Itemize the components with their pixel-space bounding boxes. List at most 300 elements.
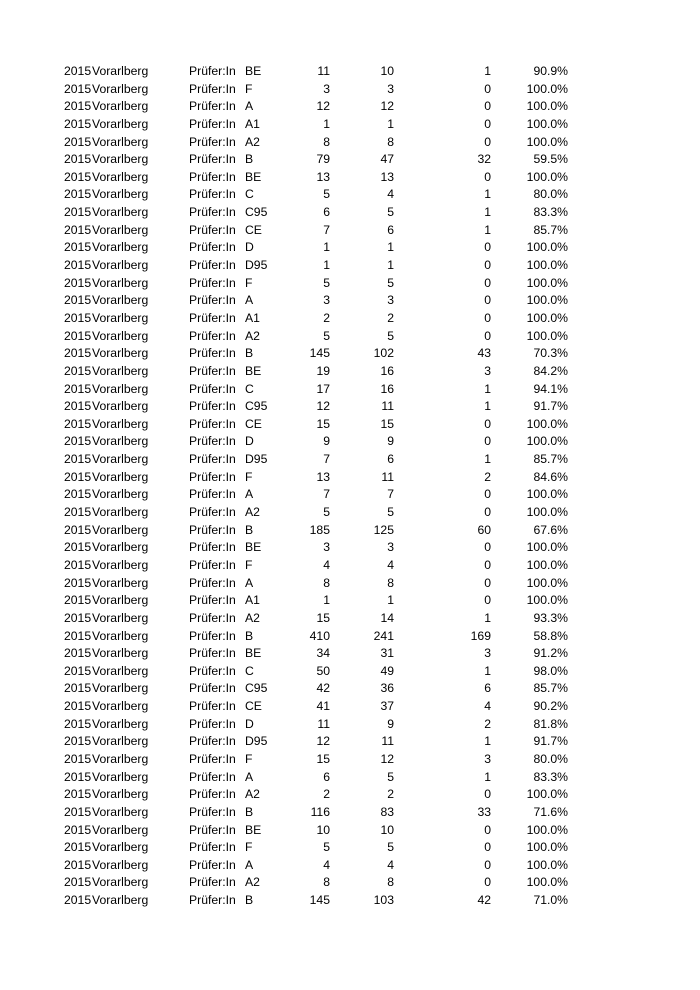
table-row [0, 416, 700, 434]
table-row [0, 204, 700, 222]
license-class-cell: BE [245, 363, 262, 378]
pass-rate-cell: 85.7% [533, 681, 568, 696]
pass-rate-cell: 90.9% [533, 64, 568, 78]
passed-count-cell: 7 [387, 487, 394, 502]
region-cell: Vorarlberg [92, 875, 149, 890]
region-cell: Vorarlberg [92, 857, 149, 872]
region-cell: Vorarlberg [92, 663, 149, 678]
passed-count-cell: 2 [387, 787, 394, 802]
role-cell: Prüfer:In [189, 628, 236, 643]
role-cell: Prüfer:In [189, 152, 236, 167]
year-cell: 2015 [64, 187, 92, 202]
total-count-cell: 11 [317, 716, 330, 731]
passed-count-cell: 103 [373, 893, 394, 908]
license-class-cell: A2 [245, 610, 260, 625]
total-count-cell: 12 [316, 734, 330, 749]
failed-count-cell: 1 [484, 734, 491, 749]
total-count-cell: 5 [323, 275, 330, 290]
role-cell: Prüfer:In [189, 575, 236, 590]
role-cell: Prüfer:In [189, 840, 236, 855]
year-cell: 2015 [64, 346, 92, 361]
year-cell: 2015 [64, 205, 92, 220]
license-class-cell: BE [245, 822, 262, 837]
license-class-cell: C95 [245, 399, 268, 414]
table-row [0, 275, 700, 293]
table-row [0, 804, 700, 822]
passed-count-cell: 15 [380, 416, 394, 431]
failed-count-cell: 0 [484, 99, 491, 114]
passed-count-cell: 10 [380, 822, 394, 837]
year-cell: 2015 [64, 434, 92, 449]
passed-count-cell: 31 [380, 646, 394, 661]
passed-count-cell: 5 [387, 505, 394, 520]
role-cell: Prüfer:In [189, 610, 236, 625]
region-cell: Vorarlberg [92, 187, 149, 202]
role-cell: Prüfer:In [189, 893, 236, 908]
table-row [0, 733, 700, 751]
region-cell: Vorarlberg [92, 716, 149, 731]
year-cell: 2015 [64, 81, 92, 96]
table-row [0, 398, 700, 416]
passed-count-cell: 5 [387, 840, 394, 855]
failed-count-cell: 0 [484, 787, 491, 802]
table-row [0, 239, 700, 257]
year-cell: 2015 [64, 222, 92, 237]
license-class-cell: B [245, 628, 254, 643]
license-class-cell: B [245, 152, 254, 167]
license-class-cell: A2 [245, 505, 260, 520]
role-cell: Prüfer:In [189, 381, 236, 396]
pass-rate-cell: 84.6% [533, 469, 568, 484]
total-count-cell: 410 [309, 628, 330, 643]
total-count-cell: 5 [323, 505, 330, 520]
year-cell: 2015 [64, 399, 92, 414]
passed-count-cell: 1 [387, 593, 394, 608]
total-count-cell: 11 [317, 64, 330, 78]
role-cell: Prüfer:In [189, 240, 236, 255]
region-cell: Vorarlberg [92, 646, 149, 661]
table-row [0, 680, 700, 698]
license-class-cell: CE [245, 416, 262, 431]
failed-count-cell: 3 [484, 751, 491, 766]
table-row [0, 169, 700, 187]
failed-count-cell: 1 [484, 187, 491, 202]
role-cell: Prüfer:In [189, 540, 236, 555]
region-cell: Vorarlberg [92, 64, 149, 78]
pass-rate-cell: 80.0% [533, 751, 568, 766]
license-class-cell: B [245, 346, 254, 361]
year-cell: 2015 [64, 699, 92, 714]
pass-rate-cell: 70.3% [533, 346, 568, 361]
table-row [0, 822, 700, 840]
failed-count-cell: 42 [477, 893, 491, 908]
role-cell: Prüfer:In [189, 116, 236, 131]
year-cell: 2015 [64, 787, 92, 802]
passed-count-cell: 8 [387, 575, 394, 590]
license-class-cell: C [245, 663, 254, 678]
pass-rate-cell: 100.0% [526, 857, 568, 872]
region-cell: Vorarlberg [92, 363, 149, 378]
passed-count-cell: 1 [387, 116, 394, 131]
year-cell: 2015 [64, 416, 92, 431]
pass-rate-cell: 100.0% [526, 240, 568, 255]
year-cell: 2015 [64, 610, 92, 625]
table-row [0, 592, 700, 610]
total-count-cell: 4 [323, 557, 330, 572]
pass-rate-cell: 100.0% [526, 840, 568, 855]
region-cell: Vorarlberg [92, 134, 149, 149]
region-cell: Vorarlberg [92, 787, 149, 802]
pass-rate-cell: 59.5% [533, 152, 568, 167]
table-row [0, 222, 700, 240]
region-cell: Vorarlberg [92, 469, 149, 484]
pass-rate-cell: 81.8% [533, 716, 568, 731]
total-count-cell: 1 [323, 258, 330, 273]
region-cell: Vorarlberg [92, 769, 149, 784]
total-count-cell: 8 [323, 575, 330, 590]
failed-count-cell: 0 [484, 328, 491, 343]
region-cell: Vorarlberg [92, 99, 149, 114]
passed-count-cell: 12 [380, 751, 394, 766]
pass-rate-cell: 100.0% [526, 487, 568, 502]
total-count-cell: 2 [323, 787, 330, 802]
pass-rate-cell: 100.0% [526, 787, 568, 802]
failed-count-cell: 169 [470, 628, 491, 643]
pass-rate-cell: 71.0% [533, 893, 568, 908]
table-row [0, 698, 700, 716]
passed-count-cell: 10 [380, 64, 394, 78]
total-count-cell: 79 [316, 152, 330, 167]
year-cell: 2015 [64, 469, 92, 484]
license-class-cell: B [245, 522, 254, 537]
total-count-cell: 10 [316, 822, 330, 837]
failed-count-cell: 43 [477, 346, 491, 361]
failed-count-cell: 2 [484, 469, 491, 484]
passed-count-cell: 5 [387, 328, 394, 343]
total-count-cell: 13 [316, 469, 330, 484]
total-count-cell: 15 [316, 751, 330, 766]
passed-count-cell: 9 [387, 434, 394, 449]
total-count-cell: 6 [323, 769, 330, 784]
license-class-cell: CE [245, 699, 262, 714]
role-cell: Prüfer:In [189, 346, 236, 361]
passed-count-cell: 13 [380, 169, 394, 184]
region-cell: Vorarlberg [92, 681, 149, 696]
region-cell: Vorarlberg [92, 310, 149, 325]
failed-count-cell: 0 [484, 416, 491, 431]
role-cell: Prüfer:In [189, 734, 236, 749]
table-row [0, 522, 700, 540]
year-cell: 2015 [64, 857, 92, 872]
role-cell: Prüfer:In [189, 275, 236, 290]
pass-rate-cell: 94.1% [533, 381, 568, 396]
failed-count-cell: 33 [477, 804, 491, 819]
pass-rate-cell: 100.0% [526, 557, 568, 572]
role-cell: Prüfer:In [189, 310, 236, 325]
total-count-cell: 1 [323, 240, 330, 255]
passed-count-cell: 3 [387, 540, 394, 555]
table-row [0, 381, 700, 399]
data-table [0, 63, 700, 910]
role-cell: Prüfer:In [189, 646, 236, 661]
region-cell: Vorarlberg [92, 610, 149, 625]
role-cell: Prüfer:In [189, 99, 236, 114]
license-class-cell: A [245, 857, 254, 872]
passed-count-cell: 11 [381, 734, 394, 749]
pass-rate-cell: 91.7% [533, 734, 568, 749]
pass-rate-cell: 67.6% [533, 522, 568, 537]
pass-rate-cell: 98.0% [533, 663, 568, 678]
passed-count-cell: 8 [387, 134, 394, 149]
region-cell: Vorarlberg [92, 575, 149, 590]
year-cell: 2015 [64, 751, 92, 766]
license-class-cell: BE [245, 64, 262, 78]
role-cell: Prüfer:In [189, 487, 236, 502]
pass-rate-cell: 93.3% [533, 610, 568, 625]
pass-rate-cell: 100.0% [526, 875, 568, 890]
year-cell: 2015 [64, 152, 92, 167]
total-count-cell: 7 [323, 222, 330, 237]
region-cell: Vorarlberg [92, 152, 149, 167]
passed-count-cell: 125 [373, 522, 394, 537]
year-cell: 2015 [64, 293, 92, 308]
year-cell: 2015 [64, 487, 92, 502]
table-row [0, 874, 700, 892]
license-class-cell: C [245, 187, 254, 202]
region-cell: Vorarlberg [92, 540, 149, 555]
failed-count-cell: 1 [484, 399, 491, 414]
table-row [0, 363, 700, 381]
total-count-cell: 12 [316, 399, 330, 414]
region-cell: Vorarlberg [92, 822, 149, 837]
license-class-cell: D95 [245, 734, 268, 749]
year-cell: 2015 [64, 822, 92, 837]
year-cell: 2015 [64, 240, 92, 255]
failed-count-cell: 1 [484, 452, 491, 467]
total-count-cell: 7 [323, 452, 330, 467]
license-class-cell: A [245, 293, 254, 308]
region-cell: Vorarlberg [92, 487, 149, 502]
table-row [0, 786, 700, 804]
table-row [0, 63, 700, 81]
pass-rate-cell: 100.0% [526, 328, 568, 343]
year-cell: 2015 [64, 381, 92, 396]
pass-rate-cell: 85.7% [533, 222, 568, 237]
table-row [0, 151, 700, 169]
total-count-cell: 3 [323, 81, 330, 96]
region-cell: Vorarlberg [92, 734, 149, 749]
passed-count-cell: 16 [380, 363, 394, 378]
total-count-cell: 34 [316, 646, 330, 661]
passed-count-cell: 1 [387, 258, 394, 273]
pass-rate-cell: 100.0% [526, 99, 568, 114]
pass-rate-cell: 100.0% [526, 310, 568, 325]
failed-count-cell: 0 [484, 275, 491, 290]
table-row [0, 328, 700, 346]
license-class-cell: C95 [245, 205, 268, 220]
license-class-cell: A1 [245, 593, 260, 608]
failed-count-cell: 32 [477, 152, 491, 167]
table-row [0, 839, 700, 857]
table-row [0, 663, 700, 681]
failed-count-cell: 0 [484, 134, 491, 149]
pass-rate-cell: 100.0% [526, 416, 568, 431]
region-cell: Vorarlberg [92, 751, 149, 766]
total-count-cell: 185 [309, 522, 330, 537]
passed-count-cell: 3 [387, 81, 394, 96]
table-row [0, 610, 700, 628]
table-row [0, 857, 700, 875]
failed-count-cell: 3 [484, 646, 491, 661]
license-class-cell: C [245, 381, 254, 396]
role-cell: Prüfer:In [189, 222, 236, 237]
year-cell: 2015 [64, 452, 92, 467]
region-cell: Vorarlberg [92, 258, 149, 273]
pass-rate-cell: 100.0% [526, 593, 568, 608]
table-row [0, 81, 700, 99]
passed-count-cell: 6 [387, 222, 394, 237]
total-count-cell: 145 [309, 346, 330, 361]
pass-rate-cell: 83.3% [533, 205, 568, 220]
role-cell: Prüfer:In [189, 469, 236, 484]
pass-rate-cell: 100.0% [526, 575, 568, 590]
table-row [0, 116, 700, 134]
total-count-cell: 7 [323, 487, 330, 502]
year-cell: 2015 [64, 875, 92, 890]
passed-count-cell: 3 [387, 293, 394, 308]
region-cell: Vorarlberg [92, 452, 149, 467]
pass-rate-cell: 90.2% [533, 699, 568, 714]
passed-count-cell: 4 [387, 557, 394, 572]
license-class-cell: A1 [245, 116, 260, 131]
pass-rate-cell: 100.0% [526, 434, 568, 449]
license-class-cell: D95 [245, 258, 268, 273]
total-count-cell: 5 [323, 328, 330, 343]
license-class-cell: A [245, 769, 254, 784]
region-cell: Vorarlberg [92, 416, 149, 431]
failed-count-cell: 0 [484, 857, 491, 872]
role-cell: Prüfer:In [189, 522, 236, 537]
year-cell: 2015 [64, 540, 92, 555]
pass-rate-cell: 100.0% [526, 169, 568, 184]
pass-rate-cell: 84.2% [533, 363, 568, 378]
passed-count-cell: 5 [387, 769, 394, 784]
license-class-cell: B [245, 893, 254, 908]
region-cell: Vorarlberg [92, 804, 149, 819]
table-row [0, 892, 700, 910]
pass-rate-cell: 100.0% [526, 293, 568, 308]
passed-count-cell: 4 [387, 187, 394, 202]
license-class-cell: D95 [245, 452, 268, 467]
license-class-cell: A [245, 575, 254, 590]
total-count-cell: 5 [323, 840, 330, 855]
total-count-cell: 6 [323, 205, 330, 220]
pass-rate-cell: 71.6% [533, 804, 568, 819]
region-cell: Vorarlberg [92, 222, 149, 237]
total-count-cell: 5 [323, 187, 330, 202]
total-count-cell: 4 [323, 857, 330, 872]
role-cell: Prüfer:In [189, 134, 236, 149]
total-count-cell: 15 [316, 416, 330, 431]
license-class-cell: A2 [245, 875, 260, 890]
region-cell: Vorarlberg [92, 381, 149, 396]
region-cell: Vorarlberg [92, 628, 149, 643]
role-cell: Prüfer:In [189, 804, 236, 819]
role-cell: Prüfer:In [189, 857, 236, 872]
year-cell: 2015 [64, 575, 92, 590]
failed-count-cell: 0 [484, 293, 491, 308]
passed-count-cell: 5 [387, 275, 394, 290]
failed-count-cell: 2 [484, 716, 491, 731]
region-cell: Vorarlberg [92, 169, 149, 184]
failed-count-cell: 1 [484, 610, 491, 625]
year-cell: 2015 [64, 681, 92, 696]
role-cell: Prüfer:In [189, 258, 236, 273]
passed-count-cell: 6 [387, 452, 394, 467]
license-class-cell: F [245, 840, 253, 855]
region-cell: Vorarlberg [92, 81, 149, 96]
passed-count-cell: 102 [373, 346, 394, 361]
total-count-cell: 145 [309, 893, 330, 908]
failed-count-cell: 4 [484, 699, 491, 714]
failed-count-cell: 1 [484, 381, 491, 396]
pass-rate-cell: 91.7% [533, 399, 568, 414]
total-count-cell: 13 [316, 169, 330, 184]
license-class-cell: CE [245, 222, 262, 237]
failed-count-cell: 0 [484, 310, 491, 325]
year-cell: 2015 [64, 716, 92, 731]
region-cell: Vorarlberg [92, 328, 149, 343]
role-cell: Prüfer:In [189, 452, 236, 467]
role-cell: Prüfer:In [189, 505, 236, 520]
pass-rate-cell: 100.0% [526, 275, 568, 290]
role-cell: Prüfer:In [189, 875, 236, 890]
failed-count-cell: 1 [484, 222, 491, 237]
role-cell: Prüfer:In [189, 769, 236, 784]
year-cell: 2015 [64, 628, 92, 643]
passed-count-cell: 2 [387, 310, 394, 325]
failed-count-cell: 0 [484, 240, 491, 255]
year-cell: 2015 [64, 557, 92, 572]
year-cell: 2015 [64, 64, 92, 78]
failed-count-cell: 0 [484, 840, 491, 855]
license-class-cell: D [245, 434, 254, 449]
total-count-cell: 3 [323, 293, 330, 308]
table-row [0, 769, 700, 787]
total-count-cell: 15 [316, 610, 330, 625]
license-class-cell: F [245, 751, 253, 766]
region-cell: Vorarlberg [92, 275, 149, 290]
table-row [0, 486, 700, 504]
license-class-cell: BE [245, 646, 262, 661]
license-class-cell: C95 [245, 681, 268, 696]
table-row [0, 134, 700, 152]
failed-count-cell: 1 [484, 663, 491, 678]
year-cell: 2015 [64, 804, 92, 819]
pass-rate-cell: 100.0% [526, 81, 568, 96]
table-row [0, 451, 700, 469]
pass-rate-cell: 100.0% [526, 822, 568, 837]
pass-rate-cell: 91.2% [533, 646, 568, 661]
pass-rate-cell: 58.8% [533, 628, 568, 643]
total-count-cell: 41 [316, 699, 330, 714]
passed-count-cell: 37 [380, 699, 394, 714]
failed-count-cell: 0 [484, 822, 491, 837]
region-cell: Vorarlberg [92, 346, 149, 361]
year-cell: 2015 [64, 99, 92, 114]
license-class-cell: D [245, 716, 254, 731]
failed-count-cell: 0 [484, 540, 491, 555]
